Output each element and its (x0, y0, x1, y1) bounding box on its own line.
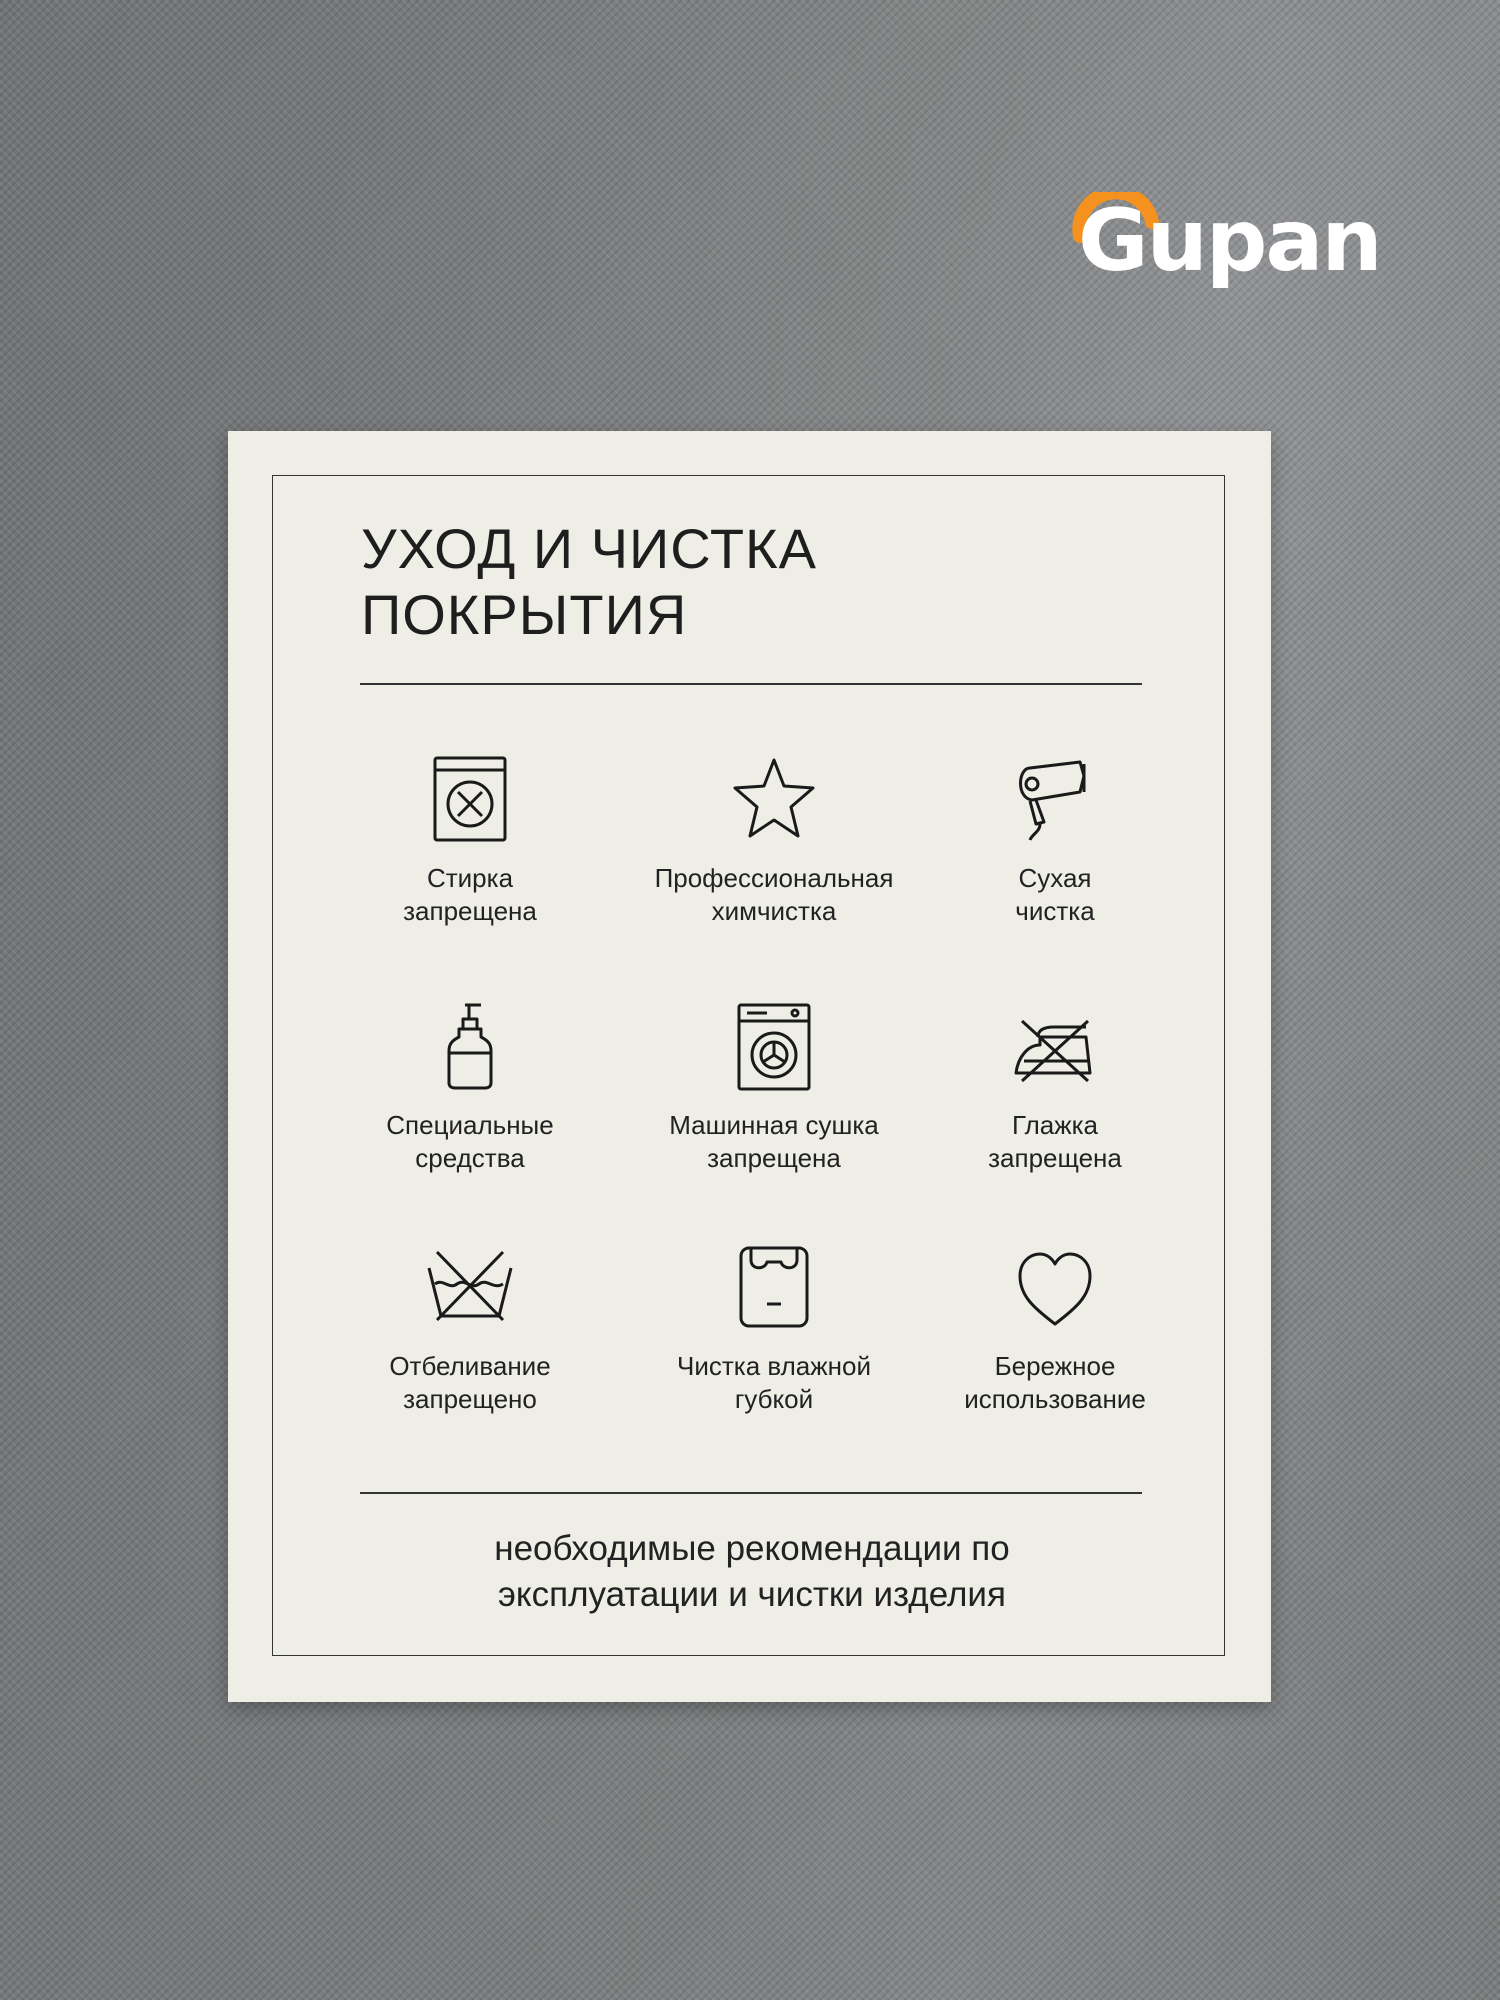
logo-text: Gupan (1078, 191, 1381, 291)
label-line: губкой (734, 1384, 814, 1414)
care-item (320, 1242, 620, 1416)
care-item (320, 754, 620, 928)
care-item-label (905, 862, 1205, 928)
label-line: средства (415, 1143, 525, 1173)
soap-dispenser-icon (425, 1001, 515, 1091)
heart-icon (1010, 1242, 1100, 1332)
label-line: запрещена (988, 1143, 1122, 1173)
brand-logo (1068, 191, 1381, 302)
care-item-label (624, 1350, 924, 1416)
title-line: УХОД И ЧИСТКА (361, 517, 818, 580)
label-line: Сухая (1018, 863, 1092, 893)
care-item-label (320, 1109, 620, 1175)
care-item-label (624, 1109, 924, 1175)
label-line: Отбеливание (389, 1351, 551, 1381)
care-item (624, 754, 924, 928)
divider-top (360, 683, 1142, 685)
care-item (905, 1242, 1205, 1416)
footer-note (361, 1526, 1143, 1618)
label-line: химчистка (711, 896, 837, 926)
iron-forbidden-icon (1010, 1001, 1100, 1091)
label-line: запрещено (403, 1384, 537, 1414)
label-line: Машинная сушка (669, 1110, 879, 1140)
label-line: Профессиональная (654, 863, 894, 893)
care-item-label (624, 862, 924, 928)
label-line: чистка (1015, 896, 1095, 926)
label-line: запрещена (707, 1143, 841, 1173)
footer-line: необходимые рекомендации по (494, 1529, 1010, 1568)
hair-dryer-icon (1010, 754, 1100, 844)
care-item-label (320, 1350, 620, 1416)
bleach-forbidden-icon (425, 1242, 515, 1332)
washing-forbidden-icon (425, 754, 515, 844)
footer-line: эксплуатации и чистки изделия (498, 1575, 1006, 1614)
care-item (320, 1001, 620, 1175)
star-icon (729, 754, 819, 844)
divider-bottom (360, 1492, 1142, 1494)
care-item-label (905, 1109, 1205, 1175)
label-line: Специальные (386, 1110, 554, 1140)
label-line: Чистка влажной (677, 1351, 871, 1381)
card-frame (272, 475, 1225, 1656)
label-line: запрещена (403, 896, 537, 926)
sponge-icon (729, 1242, 819, 1332)
label-line: Глажка (1011, 1110, 1099, 1140)
care-item-label (320, 862, 620, 928)
title-line: ПОКРЫТИЯ (361, 583, 688, 646)
care-item (624, 1001, 924, 1175)
label-line: использование (964, 1384, 1146, 1414)
tumble-dryer-icon (729, 1001, 819, 1091)
care-card (228, 431, 1271, 1702)
care-item (624, 1242, 924, 1416)
care-item-label (905, 1350, 1205, 1416)
label-line: Стирка (426, 863, 514, 893)
care-item (905, 754, 1205, 928)
label-line: Бережное (994, 1351, 1116, 1381)
care-item (905, 1001, 1205, 1175)
card-title (361, 516, 1061, 648)
